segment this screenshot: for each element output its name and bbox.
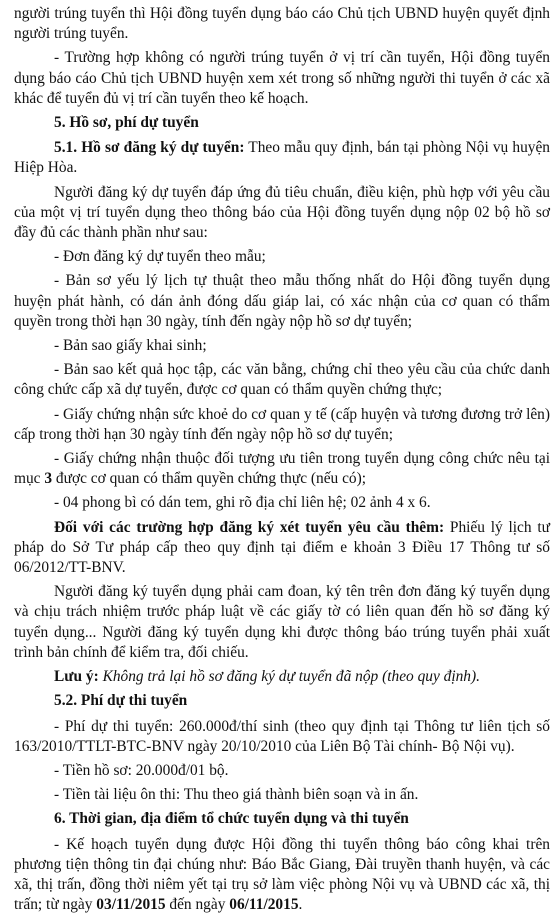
paragraph-4-label: Đối với các trường hợp đăng ký xét tuyển yêu cầu thêm:	[54, 518, 445, 536]
paragraph-9-text-c: đến ngày	[165, 896, 230, 914]
start-date: 03/11/2015	[96, 896, 166, 914]
list-item-6-text-c: được cơ quan có thẩm quyền chứng thực (nếu có);	[52, 470, 367, 488]
note-text: Không trả lại hồ sơ đăng ký dự tuyển đã nộp (theo quy định).	[98, 668, 480, 686]
paragraph-1: người trúng tuyển thì Hội đồng tuyển dụng báo cáo Chủ tịch UBND huyện quyết định người trúng tuyển.	[14, 5, 550, 43]
list-item-1: - Đơn đăng ký dự tuyển theo mẫu;	[54, 248, 266, 266]
section-5-1-text: Theo mẫu quy định, bán tại phòng Nội vụ huyện Hiệp Hòa.	[14, 139, 550, 177]
note	[14, 667, 550, 687]
list-item-2: - Bản sơ yếu lý lịch tự thuật theo mẫu thống nhất do Hội đồng tuyển dụng huyện phát hành, có dán ảnh đóng dấu giáp lai, có xác nhận của cơ quan có thẩm quyền trong thời hạn 30 ngày, tính đến ngày nộp hồ sơ dự tuyển;	[14, 272, 550, 330]
paragraph-4	[14, 518, 550, 579]
paragraph-3: Người đăng ký dự tuyển đáp ứng đủ tiêu chuẩn, điều kiện, phù hợp với yêu cầu của một vị trí tuyển dụng theo thông báo của Hội đồng tuyển dụng nộp 02 bộ hồ sơ đầy đủ các thành phần như sau:	[14, 183, 550, 242]
list-item-6	[14, 449, 550, 489]
section-6-heading: 6. Thời gian, địa điểm tổ chức tuyển dụng và thi tuyển	[54, 810, 409, 828]
paragraph-4-text: Phiếu lý lịch tư pháp do Sở Tư pháp cấp theo quy định tại điểm e khoản 3 Điều 17 Thông tư số 06/2012/TT-BNV.	[14, 518, 550, 577]
list-item-5: - Giấy chứng nhận sức khoẻ do cơ quan y tế (cấp huyện và tương đương trở lên) cấp trong thời hạn 30 ngày tính đến ngày nộp hồ sơ dự tuyển;	[14, 405, 550, 443]
paragraph-9	[14, 835, 550, 915]
paragraph-2: - Trường hợp không có người trúng tuyển ở vị trí cần tuyển, Hội đồng tuyển dụng báo cáo Chủ tịch UBND huyện xem xét trong số những người thi tuyển ở các xã khác để tuyển đủ vị trí cần tuyển theo kế hoạch.	[14, 49, 550, 107]
paragraph-8: - Tiền tài liệu ôn thi: Thu theo giá thành biên soạn và in ấn.	[54, 786, 419, 804]
list-item-3: - Bản sao giấy khai sinh;	[54, 337, 207, 355]
paragraph-9-text-a: - Kế hoạch tuyển dụng được Hội đồng thi tuyển thông báo công khai trên phương tiện thông tin đại chúng như: Báo Bắc Giang, Đài truyền thanh huyện, và các xã, thị trấn, đồng thời niêm yết tại trụ sở làm việc phòng Nội vụ và UBND các xã, thị trấn; từ ngày	[14, 835, 550, 914]
section-5-heading: 5. Hồ sơ, phí dự tuyển	[54, 114, 199, 132]
paragraph-9-text-e: .	[298, 896, 303, 914]
end-date: 06/11/2015	[229, 896, 299, 914]
paragraph-5: Người đăng ký tuyển dụng phải cam đoan, ký tên trên đơn đăng ký tuyển dụng và chịu trách nhiệm trước pháp luật về các giấy tờ có liên quan đến hồ sơ đăng ký tuyển dụng... Người đăng ký tuyển dụng khi được thông báo trúng tuyển phải xuất trình bản chính để kiểm tra, đối chiếu.	[14, 583, 550, 661]
section-5-1-label: 5.1. Hồ sơ đăng ký dự tuyển:	[54, 139, 245, 157]
paragraph-7: - Tiền hồ sơ: 20.000đ/01 bộ.	[54, 761, 229, 779]
list-item-6-number: 3	[44, 470, 53, 488]
list-item-4: - Bản sao kết quả học tập, các văn bằng, chứng chỉ theo yêu cầu của chức danh công chức cấp xã dự tuyển, được cơ quan có thẩm quyền chứng thực;	[14, 361, 550, 399]
paragraph-6: - Phí dự thi tuyển: 260.000đ/thí sinh (theo quy định tại Thông tư liên tịch số 163/2010/TTLT-BTC-BNV ngày 20/10/2010 của Liên Bộ Tài chính- Bộ Nội vụ).	[14, 717, 550, 755]
section-5-1	[14, 138, 550, 178]
list-item-6-text-a: - Giấy chứng nhận thuộc đối tượng ưu tiên trong tuyển dụng công chức nêu tại mục	[14, 450, 550, 488]
list-item-7: - 04 phong bì có dán tem, ghi rõ địa chỉ liên hệ; 02 ảnh 4 x 6.	[54, 494, 431, 512]
note-label: Lưu ý:	[54, 668, 99, 686]
section-5-2-heading: 5.2. Phí dự thi tuyển	[54, 692, 188, 710]
